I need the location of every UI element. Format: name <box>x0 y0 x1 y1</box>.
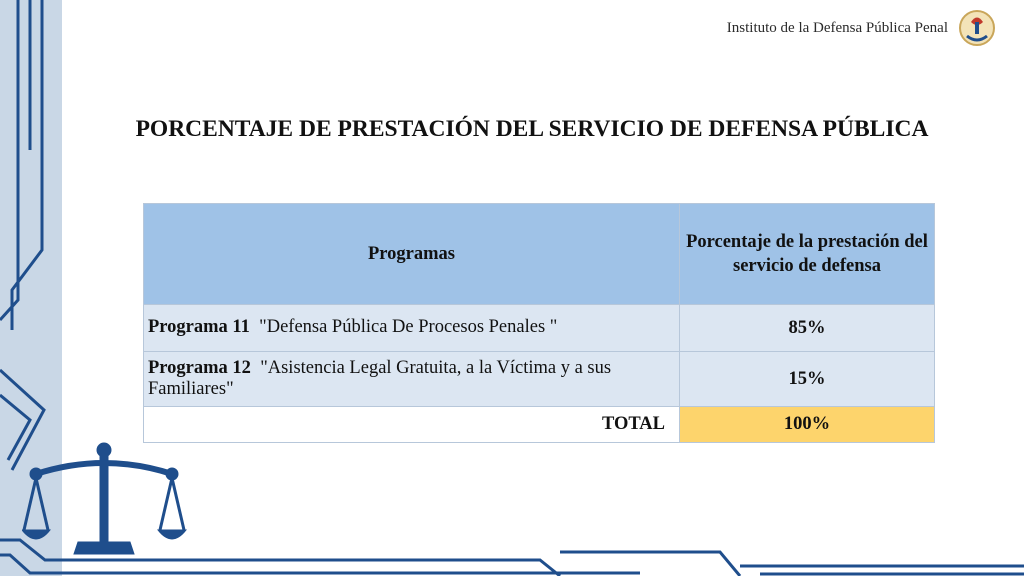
total-value: 100% <box>680 407 935 443</box>
program-label: Programa 11 <box>148 317 250 338</box>
table-row <box>144 305 935 352</box>
program-cell <box>144 352 680 407</box>
program-cell <box>144 305 680 352</box>
scales-of-justice-icon <box>22 438 190 558</box>
percentage-cell: 15% <box>680 352 935 407</box>
percentage-cell: 85% <box>680 305 935 352</box>
column-header-programs: Programas <box>144 204 680 305</box>
column-header-percentage: Porcentaje de la prestación del servicio de defensa <box>680 204 935 305</box>
program-label: Programa 12 <box>148 357 251 378</box>
table-row <box>144 352 935 407</box>
program-name: "Asistencia Legal Gratuita, a la Víctima y a sus Familiares" <box>148 357 612 399</box>
idpp-logo-icon <box>956 8 998 48</box>
org-name: Instituto de la Defensa Pública Penal <box>726 20 948 36</box>
total-row <box>144 407 935 443</box>
total-label: TOTAL <box>144 407 680 443</box>
table-header-row <box>144 204 935 305</box>
service-percentage-table <box>143 203 935 443</box>
page-title: PORCENTAJE DE PRESTACIÓN DEL SERVICIO DE DEFENSA PÚBLICA <box>135 116 929 142</box>
program-name: "Defensa Pública De Procesos Penales " <box>259 317 558 338</box>
